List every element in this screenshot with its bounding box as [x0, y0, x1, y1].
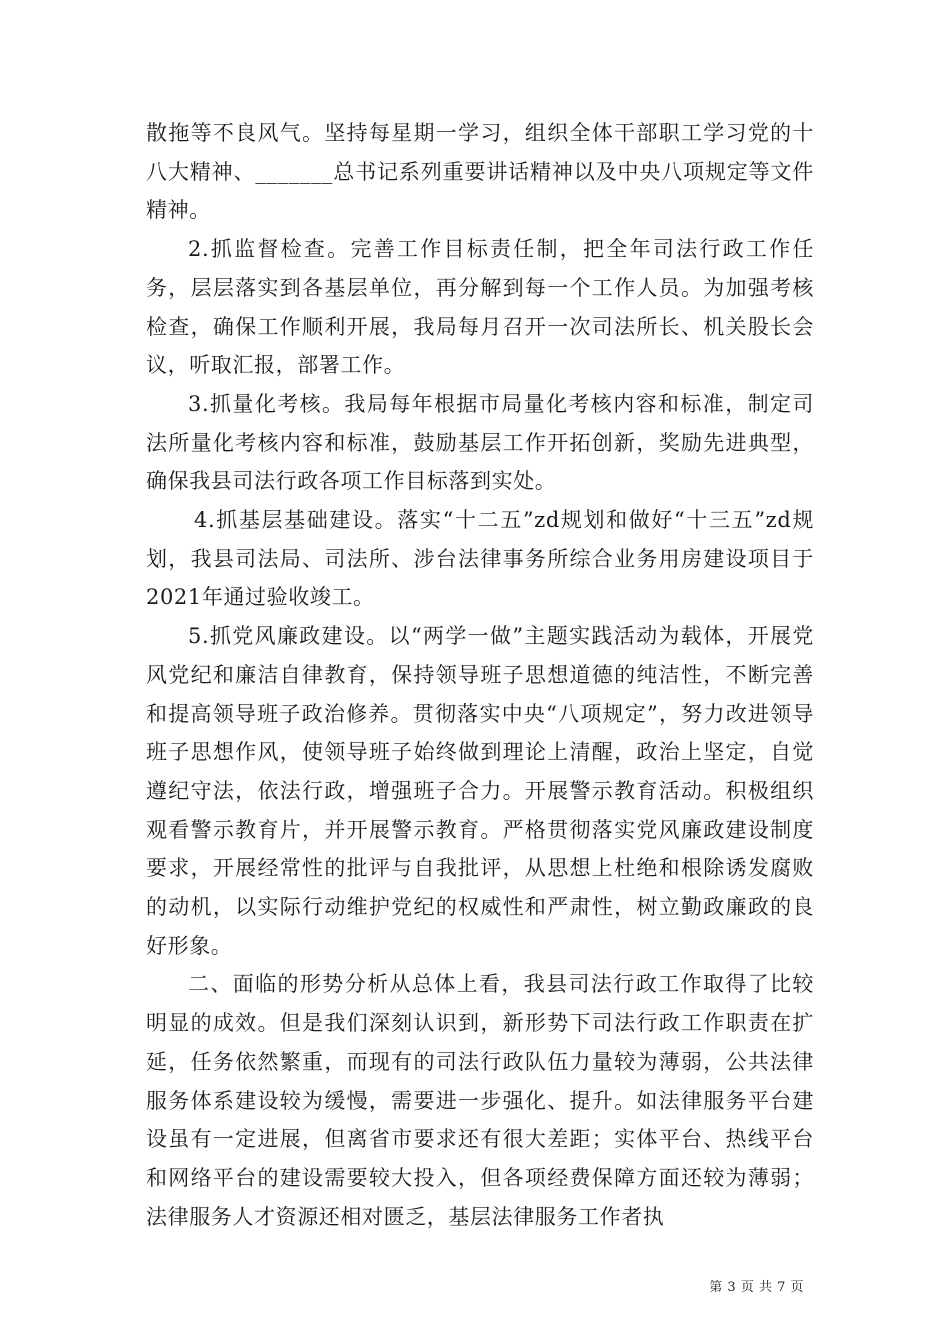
paragraph-situation-analysis: 二、面临的形势分析从总体上看，我县司法行政工作取得了比较明显的成效。但是我们深刻认识到，新形势下司法行政工作职责在扩延，任务依然繁重，而现有的司法行政队伍力量较为薄弱，公共法律服务体系建设较为缓慢，需要进一步强化、提升。如法律服务平台建设虽有一定进展，但离省市要求还有很大差距；实体平台、热线平台和网络平台的建设需要较大投入，但各项经费保障方面还较为薄弱；法律服务人才资源还相对匮乏，基层法律服务工作者执: [146, 972, 814, 1229]
page-number: 第 3 页 共 7 页: [709, 1280, 804, 1295]
paragraph-quantitative-assessment: 3.抓量化考核。我局每年根据市局量化考核内容和标准，制定司法所量化考核内容和标准，鼓励基层工作开拓创新，奖励先进典型，确保我县司法行政各项工作目标落到实处。: [146, 391, 814, 494]
document-body: [146, 114, 814, 1236]
paragraph-continuation: 散拖等不良风气。坚持每星期一学习，组织全体干部职工学习党的十八大精神、_______总书记系列重要讲话精神以及中央八项规定等文件精神。: [146, 121, 814, 223]
paragraph-supervision-inspection: 2.抓监督检查。完善工作目标责任制，把全年司法行政工作任务，层层落实到各基层单位，再分解到每一个工作人员。为加强考核检查，确保工作顺利开展，我局每月召开一次司法所长、机关股长会议，听取汇报，部署工作。: [146, 237, 814, 378]
paragraph-grassroots-construction: 4.抓基层基础建设。落实“十二五”zd规划和做好“十三五”zd规划，我县司法局、司法所、涉台法律事务所综合业务用房建设项目于2021年通过验收竣工。: [146, 508, 814, 610]
paragraph-party-conduct: 5.抓党风廉政建设。以“两学一做”主题实践活动为载体，开展党风党纪和廉洁自律教育，保持领导班子思想道德的纯洁性，不断完善和提高领导班子政治修养。贯彻落实中央“八项规定”，努力改进领导班子思想作风，使领导班子始终做到理论上清醒，政治上坚定，自觉遵纪守法，依法行政，增强班子合力。开展警示教育活动。积极组织观看警示教育片，并开展警示教育。严格贯彻落实党风廉政建设制度要求，开展经常性的批评与自我批评，从思想上杜绝和根除诱发腐败的动机，以实际行动维护党纪的权威性和严肃性，树立勤政廉政的良好形象。: [146, 624, 814, 958]
